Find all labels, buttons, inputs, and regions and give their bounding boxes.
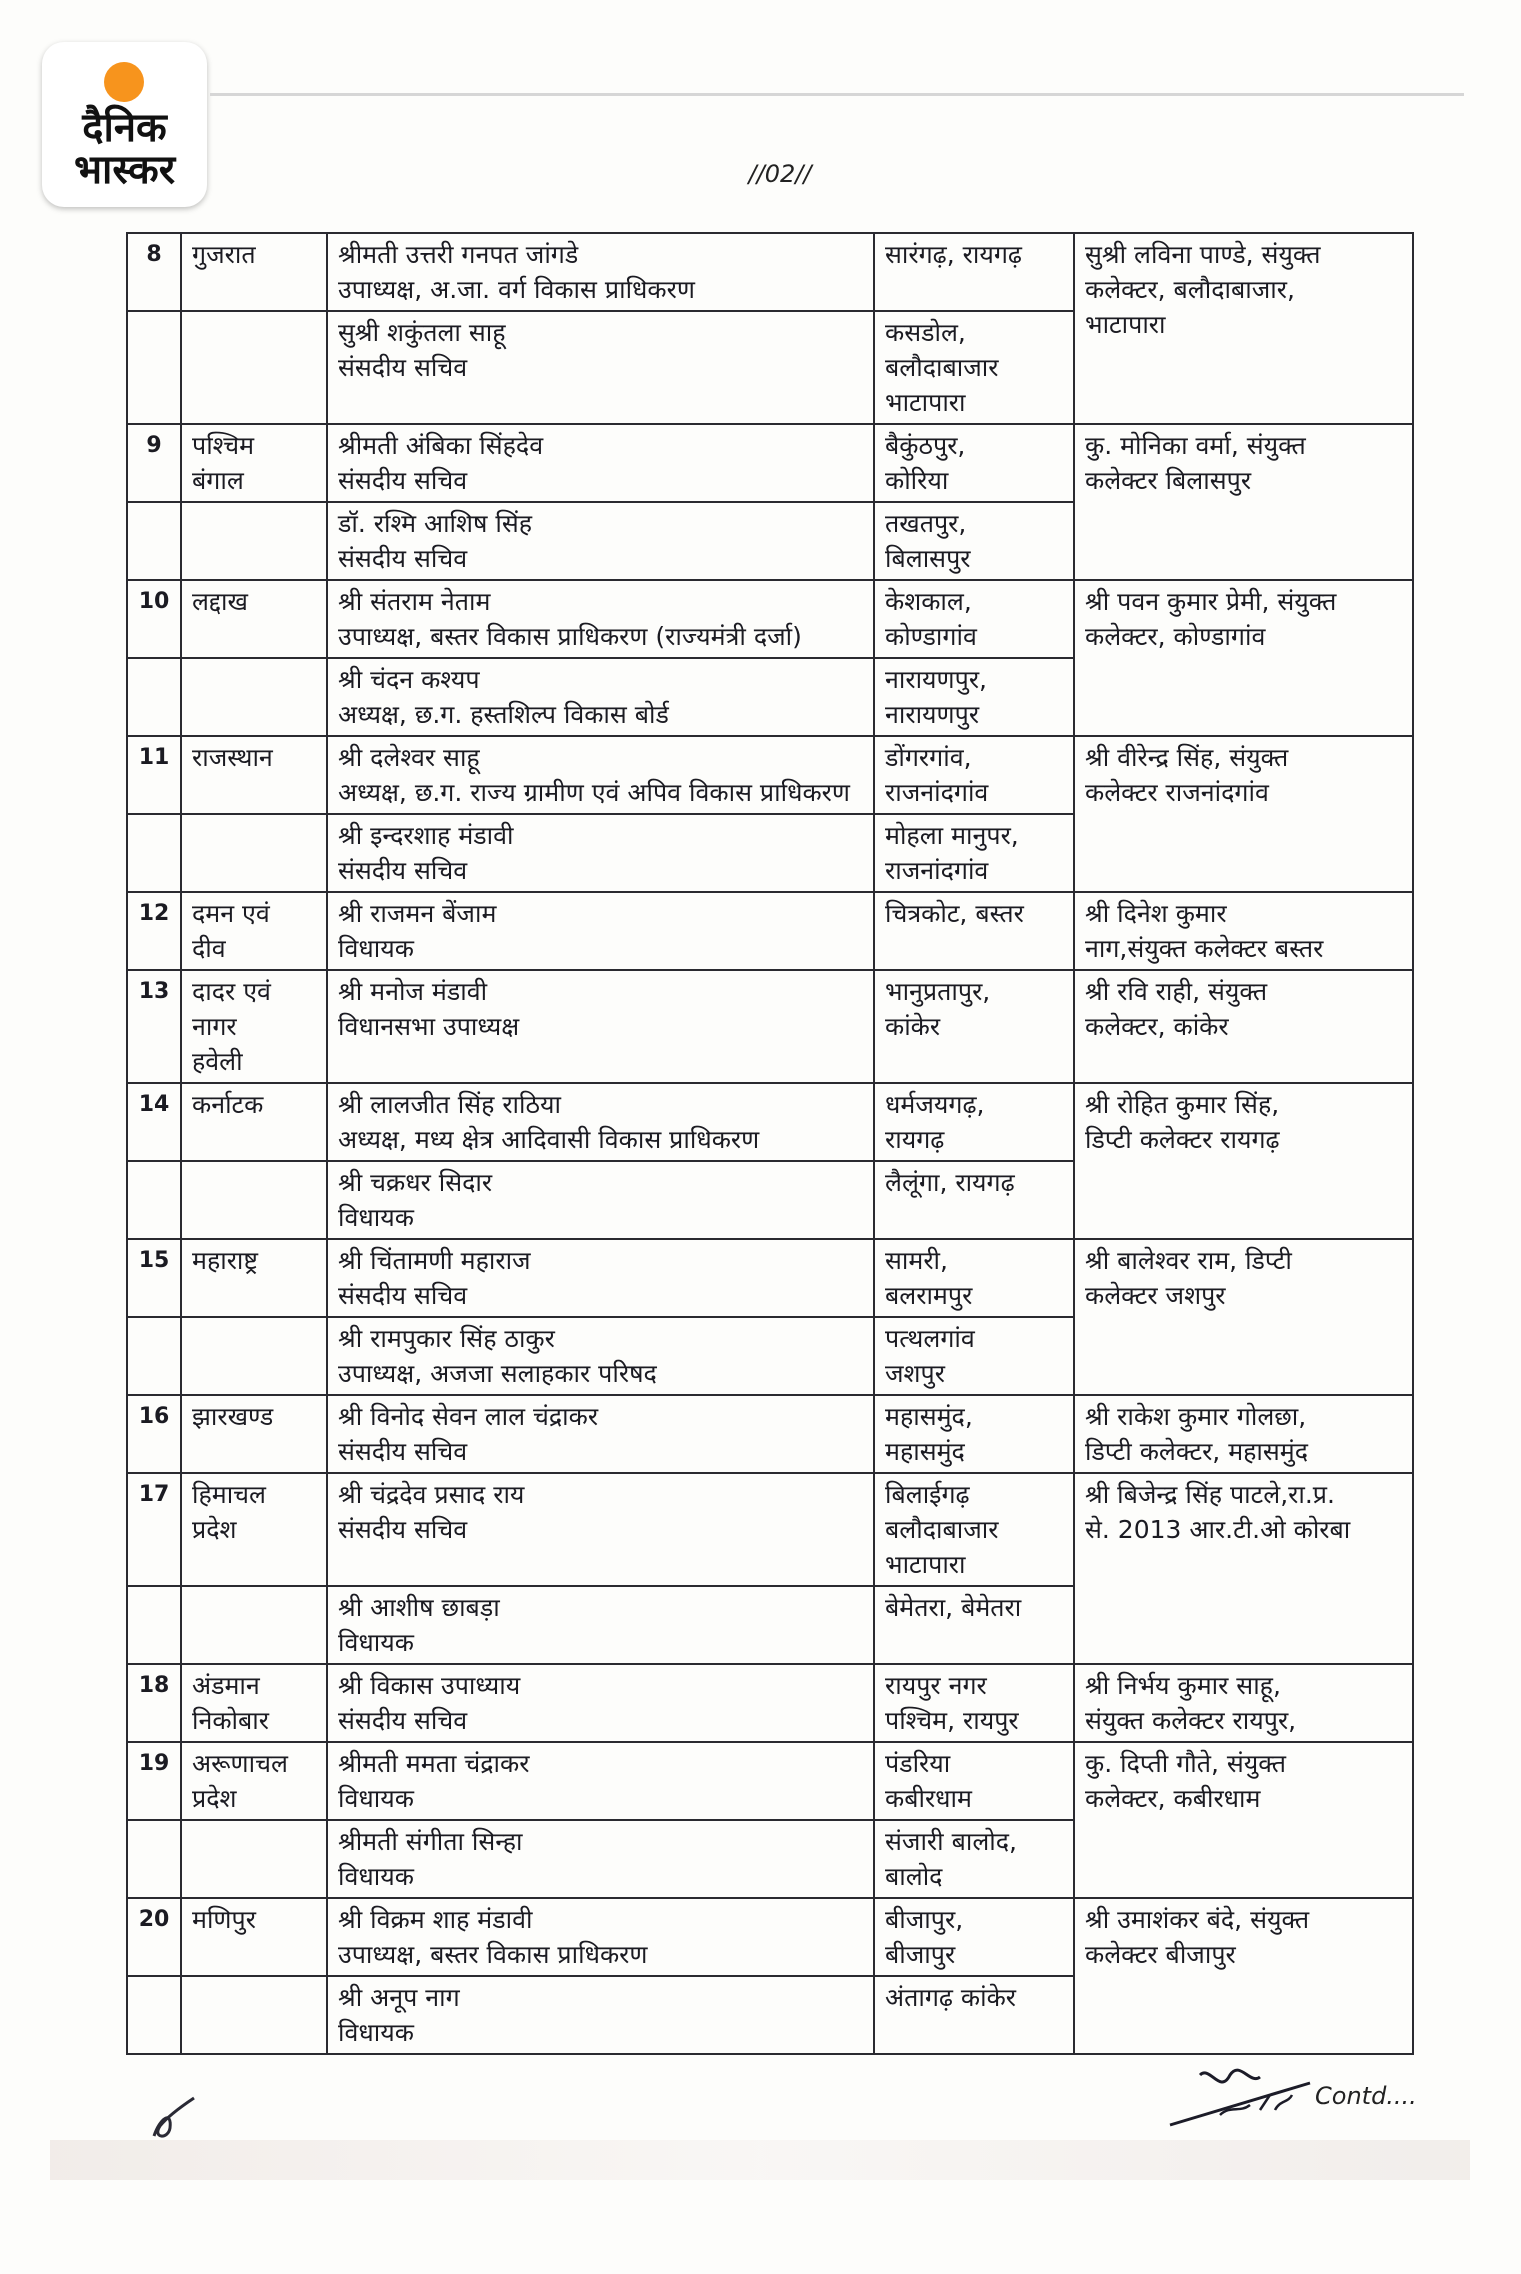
state-name: दीव — [192, 934, 226, 963]
table-row — [127, 1395, 1413, 1473]
serial-number-empty — [127, 1976, 181, 2054]
member-name: डॉ. रश्मि आशिष सिंह — [338, 509, 533, 538]
member-cell — [327, 814, 874, 892]
member-cell — [327, 1239, 874, 1317]
state-name: झारखण्ड — [192, 1402, 274, 1431]
state-cell — [181, 1742, 327, 1820]
constituency-line: पंडरिया — [885, 1749, 951, 1778]
member-cell — [327, 233, 874, 311]
constituency-line: राजनांदगांव — [885, 778, 989, 807]
constituency-line: भाटापारा — [885, 1550, 966, 1579]
allocation-table — [126, 232, 1414, 2055]
state-cell — [181, 424, 327, 502]
member-name: सुश्री शकुंतला साहू — [338, 318, 506, 347]
constituency-cell — [874, 502, 1074, 580]
sun-icon — [104, 62, 144, 102]
serial-number: 15 — [127, 1239, 181, 1317]
constituency-cell — [874, 580, 1074, 658]
member-name: श्री रामपुकार सिंह ठाकुर — [338, 1324, 555, 1353]
officer-line: संयुक्त कलेक्टर रायपुर, — [1085, 1706, 1297, 1735]
constituency-line: तखतपुर, — [885, 509, 967, 538]
state-name: नागर — [192, 1012, 237, 1041]
serial-number: 19 — [127, 1742, 181, 1820]
officer-line: श्री बिजेन्द्र सिंह पाटले,रा.प्र. — [1085, 1480, 1335, 1509]
state-name: मणिपुर — [192, 1905, 256, 1934]
constituency-cell — [874, 311, 1074, 424]
constituency-line: कबीरधाम — [885, 1784, 972, 1813]
state-cell-empty — [181, 1317, 327, 1395]
serial-number: 17 — [127, 1473, 181, 1586]
constituency-line: लैलूंगा, रायगढ़ — [885, 1168, 1015, 1197]
state-name: पश्चिम — [192, 431, 255, 460]
member-cell — [327, 1161, 874, 1239]
officer-line: कलेक्टर जशपुर — [1085, 1281, 1226, 1310]
state-name: दमन एवं — [192, 899, 270, 928]
table-row — [127, 892, 1413, 970]
constituency-cell — [874, 658, 1074, 736]
member-designation: संसदीय सचिव — [338, 1515, 468, 1544]
member-cell — [327, 1664, 874, 1742]
officer-cell — [1074, 1239, 1413, 1395]
member-cell — [327, 970, 874, 1083]
member-designation: संसदीय सचिव — [338, 1281, 468, 1310]
state-cell — [181, 580, 327, 658]
member-designation: संसदीय सचिव — [338, 1437, 468, 1466]
officer-line: सुश्री लविना पाण्डे, संयुक्त — [1085, 240, 1321, 269]
serial-number: 11 — [127, 736, 181, 814]
member-name: श्री चक्रधर सिदार — [338, 1168, 493, 1197]
officer-line: श्री दिनेश कुमार — [1085, 899, 1227, 928]
state-name: हवेली — [192, 1047, 243, 1076]
constituency-cell — [874, 1317, 1074, 1395]
member-designation: अध्यक्ष, छ.ग. राज्य ग्रामीण एवं अपिव विकास प्राधिकरण — [338, 778, 850, 807]
member-name: श्री विकास उपाध्याय — [338, 1671, 521, 1700]
serial-number-empty — [127, 1586, 181, 1664]
member-designation: संसदीय सचिव — [338, 856, 468, 885]
constituency-line: राजनांदगांव — [885, 856, 989, 885]
member-name: श्री चंदन कश्यप — [338, 665, 480, 694]
constituency-cell — [874, 1473, 1074, 1586]
constituency-line: बालोद — [885, 1862, 943, 1891]
member-designation: उपाध्यक्ष, अ.जा. वर्ग विकास प्राधिकरण — [338, 275, 695, 304]
constituency-line: भानुप्रतापुर, — [885, 977, 991, 1006]
table-row — [127, 1742, 1413, 1820]
page-top-rule — [210, 93, 1464, 96]
officer-line: श्री पवन कुमार प्रेमी, संयुक्त — [1085, 587, 1337, 616]
state-cell-empty — [181, 311, 327, 424]
officer-line: श्री वीरेन्द्र सिंह, संयुक्त — [1085, 743, 1289, 772]
state-cell — [181, 970, 327, 1083]
serial-number: 10 — [127, 580, 181, 658]
member-name: श्री विक्रम शाह मंडावी — [338, 1905, 533, 1934]
state-cell — [181, 1898, 327, 1976]
serial-number-empty — [127, 814, 181, 892]
constituency-cell — [874, 1395, 1074, 1473]
constituency-line: कोरिया — [885, 466, 949, 495]
constituency-line: कांकेर — [885, 1012, 941, 1041]
table-row — [127, 424, 1413, 502]
officer-cell — [1074, 736, 1413, 892]
member-name: श्रीमती उत्तरी गनपत जांगडे — [338, 240, 579, 269]
member-designation: अध्यक्ष, मध्य क्षेत्र आदिवासी विकास प्राधिकरण — [338, 1125, 760, 1154]
member-designation: संसदीय सचिव — [338, 544, 468, 573]
constituency-cell — [874, 736, 1074, 814]
officer-line: कलेक्टर बीजापुर — [1085, 1940, 1236, 1969]
member-cell — [327, 580, 874, 658]
officer-line: से. 2013 आर.टी.ओ कोरबा — [1085, 1515, 1351, 1544]
state-cell-empty — [181, 1161, 327, 1239]
officer-line: भाटापारा — [1085, 310, 1166, 339]
constituency-line: पत्थलगांव — [885, 1324, 975, 1353]
member-cell — [327, 311, 874, 424]
constituency-cell — [874, 1898, 1074, 1976]
page-number: //02// — [748, 160, 812, 188]
constituency-line: चित्रकोट, बस्तर — [885, 899, 1024, 928]
serial-number: 12 — [127, 892, 181, 970]
member-designation: उपाध्यक्ष, बस्तर विकास प्राधिकरण (राज्यमंत्री दर्जा) — [338, 622, 802, 651]
officer-line: श्री रवि राही, संयुक्त — [1085, 977, 1268, 1006]
member-designation: संसदीय सचिव — [338, 1706, 468, 1735]
member-cell — [327, 1898, 874, 1976]
officer-line: डिप्टी कलेक्टर रायगढ़ — [1085, 1125, 1280, 1154]
member-name: श्रीमती ममता चंद्राकर — [338, 1749, 530, 1778]
member-name: श्रीमती संगीता सिन्हा — [338, 1827, 523, 1856]
brand-line-2: भास्कर — [73, 147, 176, 193]
member-name: श्री इन्दरशाह मंडावी — [338, 821, 514, 850]
constituency-cell — [874, 1976, 1074, 2054]
member-designation: विधायक — [338, 1784, 414, 1813]
constituency-line: सामरी, — [885, 1246, 948, 1275]
state-name: दादर एवं — [192, 977, 271, 1006]
constituency-line: धर्मजयगढ़, — [885, 1090, 985, 1119]
table-row — [127, 970, 1413, 1083]
member-designation: अध्यक्ष, छ.ग. हस्तशिल्प विकास बोर्ड — [338, 700, 669, 729]
state-name: गुजरात — [192, 240, 256, 269]
member-cell — [327, 1586, 874, 1664]
officer-line: कलेक्टर बिलासपुर — [1085, 466, 1252, 495]
state-name: लद्दाख — [192, 587, 248, 616]
serial-number: 8 — [127, 233, 181, 311]
serial-number: 18 — [127, 1664, 181, 1742]
state-name: महाराष्ट्र — [192, 1246, 259, 1275]
table-row — [127, 1239, 1413, 1317]
officer-line: कलेक्टर, कांकेर — [1085, 1012, 1229, 1041]
member-designation: विधायक — [338, 934, 414, 963]
member-cell — [327, 424, 874, 502]
table-row — [127, 1898, 1413, 1976]
state-name: प्रदेश — [192, 1515, 237, 1544]
officer-line: नाग,संयुक्त कलेक्टर बस्तर — [1085, 934, 1324, 963]
constituency-line: बीजापुर — [885, 1940, 956, 1969]
state-name: राजस्थान — [192, 743, 273, 772]
constituency-line: बेमेतरा, बेमेतरा — [885, 1593, 1022, 1622]
constituency-line: संजारी बालोद, — [885, 1827, 1017, 1856]
officer-cell — [1074, 1395, 1413, 1473]
officer-line: श्री रोहित कुमार सिंह, — [1085, 1090, 1280, 1119]
state-cell — [181, 1083, 327, 1161]
constituency-line: जशपुर — [885, 1359, 945, 1388]
constituency-line: बिलासपुर — [885, 544, 971, 573]
member-cell — [327, 1473, 874, 1586]
state-cell — [181, 1239, 327, 1317]
continued-marker: Contd.... — [1315, 2082, 1417, 2110]
state-name: अंडमान — [192, 1671, 260, 1700]
officer-line: कलेक्टर, कबीरधाम — [1085, 1784, 1261, 1813]
member-cell — [327, 1820, 874, 1898]
constituency-cell — [874, 892, 1074, 970]
constituency-cell — [874, 1742, 1074, 1820]
constituency-line: बलरामपुर — [885, 1281, 973, 1310]
member-name: श्री दलेश्वर साहू — [338, 743, 480, 772]
constituency-line: बलौदाबाजार — [885, 1515, 999, 1544]
page-bottom-shadow — [50, 2140, 1470, 2180]
table-row — [127, 1083, 1413, 1161]
state-name: हिमाचल — [192, 1480, 267, 1509]
officer-line: श्री निर्भय कुमार साहू, — [1085, 1671, 1281, 1700]
member-designation: संसदीय सचिव — [338, 353, 468, 382]
member-name: श्री आशीष छाबड़ा — [338, 1593, 500, 1622]
table-row — [127, 580, 1413, 658]
state-cell-empty — [181, 1976, 327, 2054]
constituency-line: बलौदाबाजार — [885, 353, 999, 382]
state-cell-empty — [181, 502, 327, 580]
officer-line: डिप्टी कलेक्टर, महासमुंद — [1085, 1437, 1309, 1466]
member-name: श्री चंद्रदेव प्रसाद राय — [338, 1480, 525, 1509]
initial-signature — [142, 2088, 202, 2148]
member-cell — [327, 1317, 874, 1395]
constituency-cell — [874, 1820, 1074, 1898]
constituency-cell — [874, 233, 1074, 311]
member-designation: उपाध्यक्ष, अजजा सलाहकार परिषद — [338, 1359, 657, 1388]
state-name: निकोबार — [192, 1706, 270, 1735]
officer-cell — [1074, 424, 1413, 580]
serial-number: 20 — [127, 1898, 181, 1976]
member-cell — [327, 736, 874, 814]
member-name: श्री चिंतामणी महाराज — [338, 1246, 531, 1275]
constituency-cell — [874, 1161, 1074, 1239]
state-name: प्रदेश — [192, 1784, 237, 1813]
officer-line: कु. मोनिका वर्मा, संयुक्त — [1085, 431, 1306, 460]
constituency-line: मोहला मानुपर, — [885, 821, 1019, 850]
member-designation: विधायक — [338, 1203, 414, 1232]
officer-line: श्री बालेश्वर राम, डिप्टी — [1085, 1246, 1292, 1275]
member-designation: उपाध्यक्ष, बस्तर विकास प्राधिकरण — [338, 1940, 648, 1969]
constituency-cell — [874, 1083, 1074, 1161]
member-name: श्रीमती अंबिका सिंहदेव — [338, 431, 544, 460]
officer-cell — [1074, 1898, 1413, 2054]
constituency-line: डोंगरगांव, — [885, 743, 972, 772]
state-cell — [181, 1473, 327, 1586]
officer-cell — [1074, 1083, 1413, 1239]
constituency-line: रायपुर नगर — [885, 1671, 987, 1700]
constituency-line: महासमुंद — [885, 1437, 965, 1466]
constituency-line: नारायणपुर — [885, 700, 980, 729]
constituency-line: पश्चिम, रायपुर — [885, 1706, 1019, 1735]
officer-line: कलेक्टर राजनांदगांव — [1085, 778, 1269, 807]
state-name: अरूणाचल — [192, 1749, 288, 1778]
officer-line: कु. दिप्ती गौते, संयुक्त — [1085, 1749, 1286, 1778]
table-row — [127, 1664, 1413, 1742]
state-cell — [181, 892, 327, 970]
constituency-line: बैकुंठपुर, — [885, 431, 966, 460]
member-name: श्री अनूप नाग — [338, 1983, 460, 2012]
officer-cell — [1074, 1473, 1413, 1664]
table-body — [127, 233, 1413, 2054]
serial-number: 16 — [127, 1395, 181, 1473]
member-designation: संसदीय सचिव — [338, 466, 468, 495]
state-cell — [181, 1395, 327, 1473]
serial-number: 13 — [127, 970, 181, 1083]
table-row — [127, 736, 1413, 814]
state-cell — [181, 1664, 327, 1742]
member-cell — [327, 1976, 874, 2054]
member-designation: विधायक — [338, 2018, 414, 2047]
state-cell — [181, 233, 327, 311]
serial-number-empty — [127, 658, 181, 736]
member-cell — [327, 1083, 874, 1161]
member-name: श्री संतराम नेताम — [338, 587, 491, 616]
constituency-cell — [874, 970, 1074, 1083]
state-cell-empty — [181, 1820, 327, 1898]
member-name: श्री राजमन बेंजाम — [338, 899, 497, 928]
constituency-cell — [874, 1664, 1074, 1742]
constituency-line: कोण्डागांव — [885, 622, 977, 651]
constituency-line: नारायणपुर, — [885, 665, 987, 694]
state-name: बंगाल — [192, 466, 244, 495]
member-cell — [327, 1395, 874, 1473]
serial-number-empty — [127, 1820, 181, 1898]
member-cell — [327, 658, 874, 736]
state-cell — [181, 736, 327, 814]
serial-number: 14 — [127, 1083, 181, 1161]
serial-number-empty — [127, 1161, 181, 1239]
officer-line: कलेक्टर, बलौदाबाजार, — [1085, 275, 1295, 304]
constituency-cell — [874, 814, 1074, 892]
member-name: श्री मनोज मंडावी — [338, 977, 488, 1006]
constituency-line: बिलाईगढ़ — [885, 1480, 970, 1509]
member-designation: विधानसभा उपाध्यक्ष — [338, 1012, 520, 1041]
serial-number: 9 — [127, 424, 181, 502]
member-cell — [327, 892, 874, 970]
state-cell-empty — [181, 814, 327, 892]
constituency-line: सारंगढ़, रायगढ़ — [885, 240, 1022, 269]
member-cell — [327, 502, 874, 580]
brand-line-1: दैनिक — [82, 105, 167, 151]
officer-cell — [1074, 970, 1413, 1083]
table-row — [127, 1473, 1413, 1586]
state-cell-empty — [181, 658, 327, 736]
constituency-cell — [874, 424, 1074, 502]
constituency-line: महासमुंद, — [885, 1402, 973, 1431]
serial-number-empty — [127, 502, 181, 580]
table-row — [127, 233, 1413, 311]
officer-cell — [1074, 892, 1413, 970]
state-name: कर्नाटक — [192, 1090, 264, 1119]
constituency-line: भाटापारा — [885, 388, 966, 417]
member-name: श्री लालजीत सिंह राठिया — [338, 1090, 561, 1119]
officer-cell — [1074, 1742, 1413, 1898]
serial-number-empty — [127, 1317, 181, 1395]
state-cell-empty — [181, 1586, 327, 1664]
officer-line: श्री राकेश कुमार गोलछा, — [1085, 1402, 1307, 1431]
officer-cell — [1074, 580, 1413, 736]
officer-line: कलेक्टर, कोण्डागांव — [1085, 622, 1266, 651]
constituency-line: कसडोल, — [885, 318, 966, 347]
officer-cell — [1074, 233, 1413, 424]
member-designation: विधायक — [338, 1628, 414, 1657]
serial-number-empty — [127, 311, 181, 424]
constituency-line: अंतागढ़ कांकेर — [885, 1983, 1017, 2012]
constituency-cell — [874, 1239, 1074, 1317]
constituency-line: बीजापुर, — [885, 1905, 964, 1934]
officer-line: श्री उमाशंकर बंदे, संयुक्त — [1085, 1905, 1310, 1934]
member-name: श्री विनोद सेवन लाल चंद्राकर — [338, 1402, 599, 1431]
officer-cell — [1074, 1664, 1413, 1742]
member-designation: विधायक — [338, 1862, 414, 1891]
constituency-cell — [874, 1586, 1074, 1664]
member-cell — [327, 1742, 874, 1820]
constituency-line: केशकाल, — [885, 587, 972, 616]
constituency-line: रायगढ़ — [885, 1125, 945, 1154]
brand-logo — [42, 42, 207, 207]
